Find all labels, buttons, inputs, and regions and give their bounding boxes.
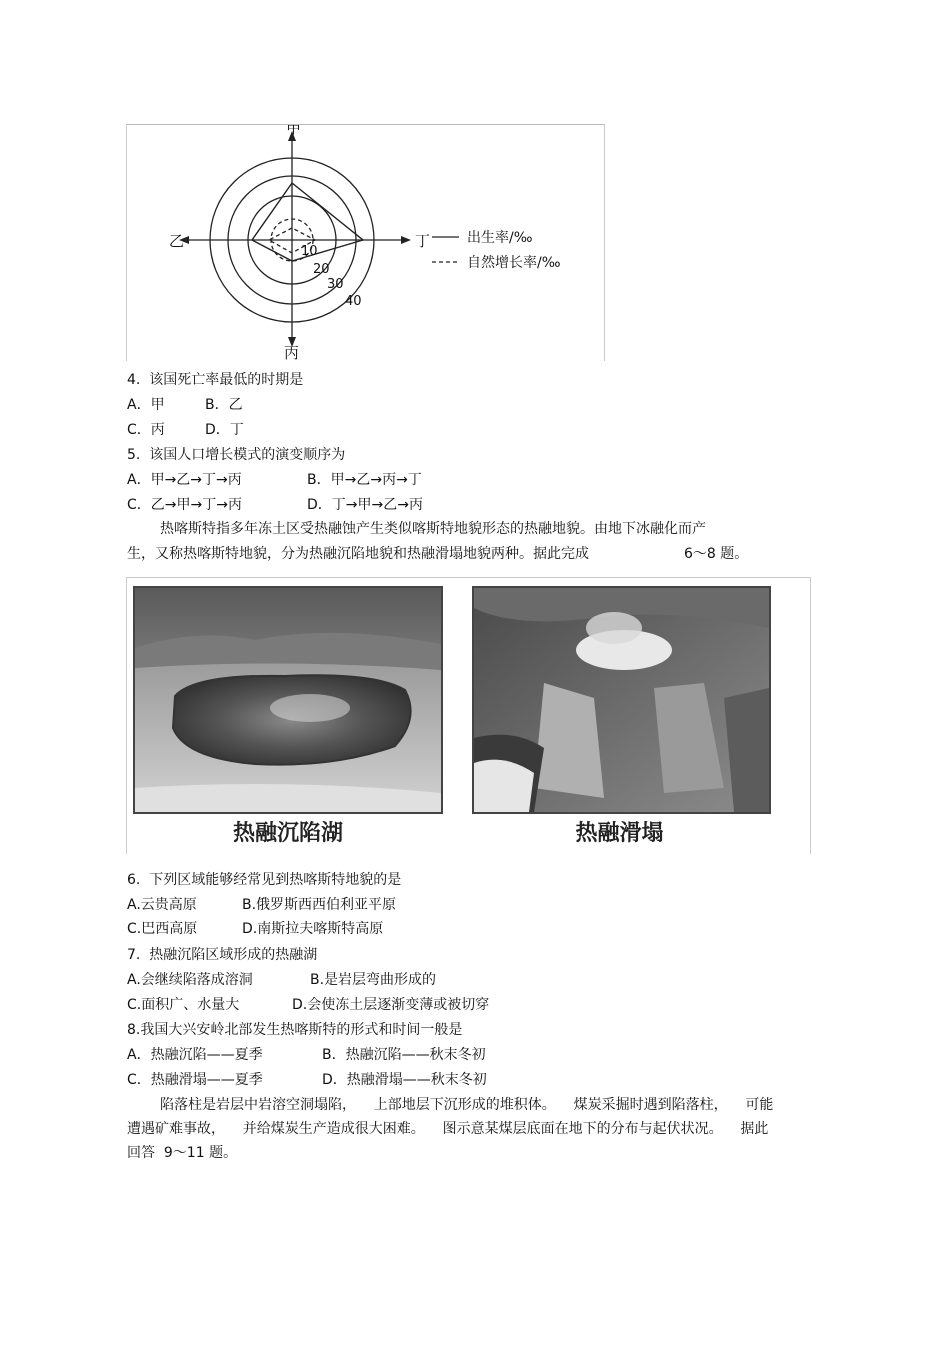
q7-option-b: B.是岩层弯曲形成的: [310, 972, 437, 988]
q7-option-a: A.会继续陷落成溶洞: [127, 972, 253, 988]
q8-stem: 8.我国大兴安岭北部发生热喀斯特的形式和时间一般是: [127, 1022, 463, 1038]
ring-label-30: 30: [327, 277, 344, 292]
q7-option-d: D.会使冻土层逐渐变薄或被切穿: [292, 997, 490, 1013]
population-radar-figure: [126, 124, 605, 361]
q6-option-b: B.俄罗斯西西伯利亚平原: [242, 897, 397, 913]
passage2-line2: 遭遇矿难事故， 并给煤炭生产造成很大困难。 图示意某煤层底面在地下的分布与起伏状况。 据此: [127, 1121, 769, 1137]
ring-label-20: 20: [313, 262, 330, 277]
axis-right-label: 丁: [415, 232, 431, 250]
q4-option-a: A．甲: [127, 397, 165, 413]
q6-option-d: D.南斯拉夫喀斯特高原: [242, 921, 384, 937]
q6-option-c: C.巴西高原: [127, 921, 198, 937]
ring-label-40: 40: [345, 294, 362, 309]
q7-options-row1: [127, 971, 436, 989]
q7-stem: 7. 热融沉陷区域形成的热融湖: [127, 947, 318, 963]
ring-label-10: 10: [301, 244, 318, 259]
thermokarst-photo-figure: [126, 577, 811, 854]
q8-option-a: A．热融沉陷——夏季: [127, 1047, 263, 1063]
q8-option-d: D．热融滑塌——秋末冬初: [322, 1072, 487, 1088]
thaw-lake-photo: [133, 586, 443, 814]
q5-stem: 5. 该国人口增长模式的演变顺序为: [127, 447, 346, 463]
thaw-slump-photo: [472, 586, 771, 814]
q6-options-row2: [127, 920, 383, 938]
q8-option-c: C．热融滑塌——夏季: [127, 1072, 263, 1088]
axis-top-label: 甲: [286, 125, 302, 137]
q5-options-row1: [127, 471, 422, 489]
q4-stem: 4. 该国死亡率最低的时期是: [127, 372, 304, 388]
arrow-right-icon: [401, 236, 411, 244]
q4-option-d: D．丁: [205, 422, 244, 438]
passage1-line1: 热喀斯特指多年冻土区受热融蚀产生类似喀斯特地貌形态的热融地貌。由地下冰融化而产: [160, 521, 706, 537]
q4-option-b: B．乙: [205, 397, 243, 413]
axis-left-label: 乙: [169, 232, 185, 250]
axis-bottom-label: 丙: [284, 344, 300, 361]
q8-options-row2: [127, 1071, 487, 1089]
q5-option-c: C．乙→甲→丁→丙: [127, 497, 242, 513]
passage1-line2: [127, 545, 589, 563]
q8-option-b: B．热融沉陷——秋末冬初: [322, 1047, 486, 1063]
passage2-line3: 回答 9～11 题。: [127, 1145, 238, 1161]
radar-diagram: [127, 125, 604, 361]
q4-option-c: C．丙: [127, 422, 165, 438]
q7-option-c: C.面积广、水量大: [127, 997, 240, 1013]
caption-thaw-slump: 热融滑塌: [575, 821, 664, 846]
q4-options-row1: [127, 396, 243, 414]
legend-birth-rate: 出生率/‰: [467, 230, 533, 246]
q5-options-row2: [127, 496, 423, 514]
passage2-line1: 陷落柱是岩层中岩溶空洞塌陷， 上部地层下沉形成的堆积体。 煤炭采掘时遇到陷落柱， 可能: [160, 1097, 774, 1113]
q6-option-a: A.云贵高原: [127, 897, 197, 913]
q5-option-d: D．丁→甲→乙→丙: [307, 497, 423, 513]
q7-options-row2: [127, 996, 489, 1014]
q5-option-b: B．甲→乙→丙→丁: [307, 472, 422, 488]
q6-options-row1: [127, 896, 396, 914]
q8-options-row1: [127, 1046, 486, 1064]
legend-natural-growth: 自然增长率/‰: [467, 255, 561, 271]
caption-thaw-lake: 热融沉陷湖: [232, 821, 343, 846]
q5-option-a: A．甲→乙→丁→丙: [127, 472, 242, 488]
q4-options-row2: [127, 421, 244, 439]
q6-stem: 6. 下列区域能够经常见到热喀斯特地貌的是: [127, 872, 402, 888]
passage1-line2-tail: 6～8 题。: [684, 546, 749, 562]
passage1-line2-text: 生，又称热喀斯特地貌，分为热融沉陷地貌和热融滑塌地貌两种。据此完成: [127, 546, 589, 562]
